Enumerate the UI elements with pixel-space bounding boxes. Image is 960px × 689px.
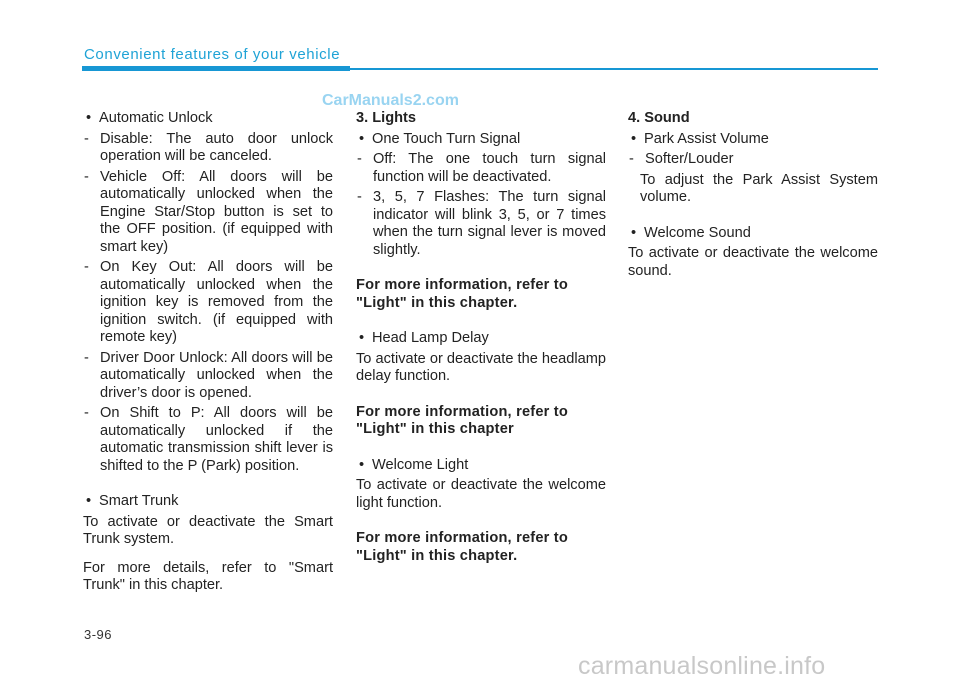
head-lamp-desc: To activate or deactivate the headlamp delay function. — [356, 350, 606, 384]
one-touch-option: - Off: The one touch turn signal function will be deactivated. — [356, 151, 606, 186]
section-title: Convenient features of your vehicle — [84, 46, 341, 63]
column-2 — [356, 110, 606, 568]
head-lamp-title: • Head Lamp Delay — [356, 330, 606, 348]
welcome-sound-title: • Welcome Sound — [628, 225, 878, 243]
watermark-top: CarManuals2.com — [322, 92, 459, 109]
smart-trunk-title: • Smart Trunk — [83, 493, 333, 511]
one-touch-option: - 3, 5, 7 Flashes: The turn signal indicator will blink 3, 5, or 7 times when the turn signal lever is moved slightly. — [356, 189, 606, 259]
auto-unlock-option: - Vehicle Off: All doors will be automatically unlocked when the Engine Star/Stop button is set to the OFF position. (if equipped with smart key) — [83, 169, 333, 257]
page-number: 3-96 — [84, 627, 113, 642]
auto-unlock-option: - On Shift to P: All doors will be automatically unlocked if the automatic transmission shift lever is shifted to the P (Park) position. — [83, 405, 333, 475]
welcome-light-title: • Welcome Light — [356, 457, 606, 475]
column-1 — [83, 110, 333, 598]
lights-heading: 3. Lights — [356, 110, 416, 126]
park-assist-title: • Park Assist Volume — [628, 131, 878, 149]
reference-note: For more information, refer to "Light" in this chapter. — [356, 530, 568, 564]
smart-trunk-desc: To activate or deactivate the Smart Trunk system. — [83, 513, 333, 547]
sound-heading: 4. Sound — [628, 110, 690, 126]
auto-unlock-title: • Automatic Unlock — [83, 110, 333, 128]
reference-note: For more information, refer to "Light" in this chapter. — [356, 277, 568, 311]
column-3 — [628, 110, 878, 283]
smart-trunk-more: For more details, refer to "Smart Trunk" in this chapter. — [83, 559, 333, 593]
auto-unlock-option: - Driver Door Unlock: All doors will be automatically unlocked when the driver’s door is opened. — [83, 350, 333, 403]
auto-unlock-option: - Disable: The auto door unlock operation will be canceled. — [83, 131, 333, 166]
auto-unlock-option: - On Key Out: All doors will be automatically unlocked when the ignition key is removed from the ignition switch. (if equipped with remote key) — [83, 259, 333, 347]
welcome-light-desc: To activate or deactivate the welcome light function. — [356, 477, 606, 511]
one-touch-title: • One Touch Turn Signal — [356, 131, 606, 149]
reference-note: For more information, refer to "Light" in this chapter — [356, 403, 568, 437]
header-rule — [350, 68, 878, 70]
watermark-bottom: carmanualsonline.info — [578, 652, 826, 680]
header-accent-bar — [82, 66, 350, 71]
park-assist-option: - Softer/Louder — [628, 151, 878, 169]
welcome-sound-desc: To activate or deactivate the welcome sound. — [628, 245, 878, 279]
park-assist-desc: To adjust the Park Assist System volume. — [640, 171, 878, 205]
